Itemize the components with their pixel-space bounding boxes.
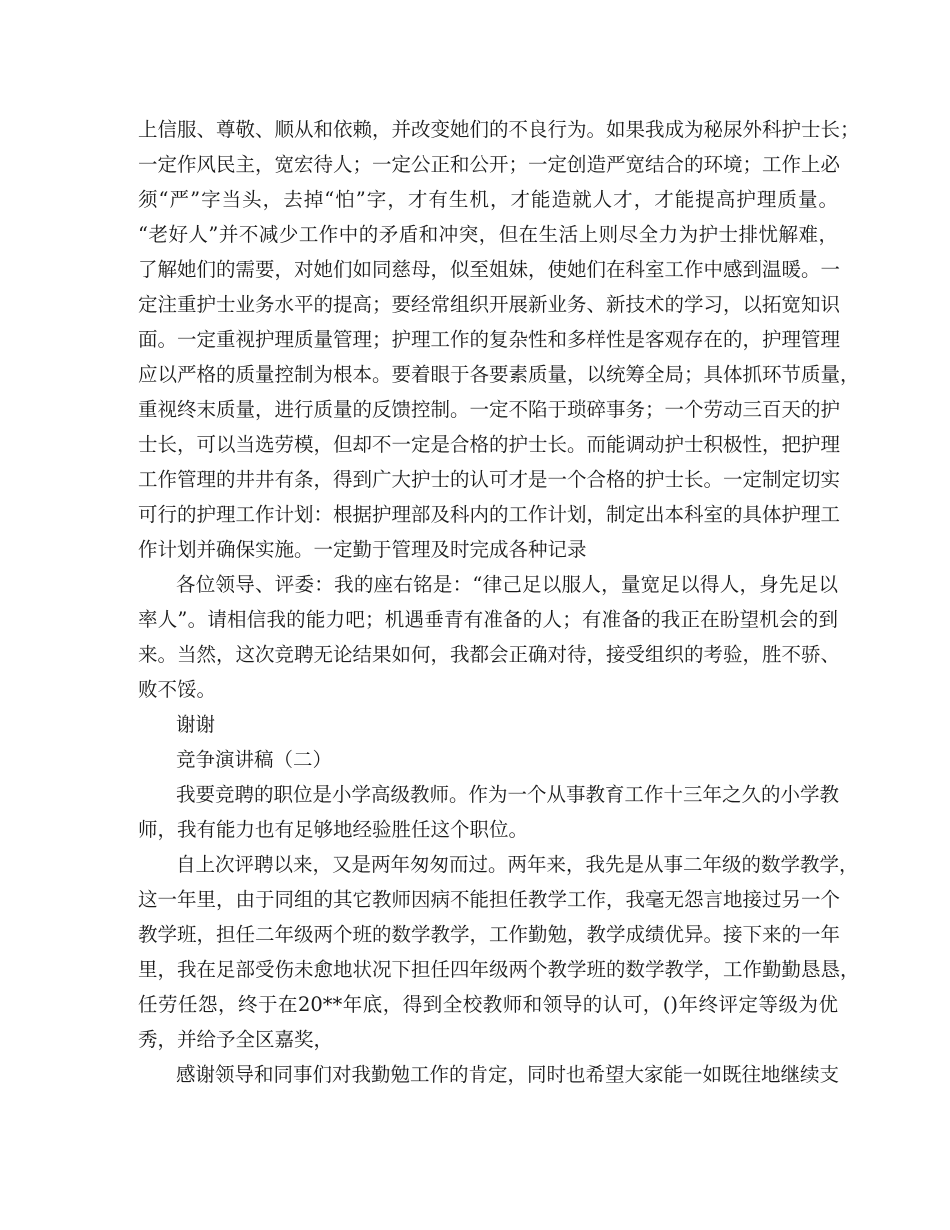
text-line: 工作管理的井井有条，得到广大护士的认可才是一个合格的护士长。一定制定切实 [138, 468, 841, 491]
text-line: 须“严”字当头，去掉“怕”字，才有生机，才能造就人才，才能提高护理质量。 [138, 188, 838, 211]
text-line: 败不馁。 [138, 678, 217, 701]
text-line: “老好人”并不减少工作中的矛盾和冲突，但在生活上则尽全力为护士排忧解难， [138, 223, 838, 246]
paragraph-start-line: 感谢领导和同事们对我勤勉工作的肯定，同时也希望大家能一如既往地继续支 [176, 1063, 840, 1086]
text-line: 这一年里，由于同组的其它教师因病不能担任教学工作，我毫无怨言地接过另一个 [138, 888, 841, 911]
text-line: 任劳任怨，终于在20**年底，得到全校教师和领导的认可，()年终评定等级为优 [138, 993, 838, 1016]
paragraph-start-line: 自上次评聘以来，又是两年匆匆而过。两年来，我先是从事二年级的数学教学， [176, 853, 859, 876]
text-line: 上信服、尊敬、顺从和依赖，并改变她们的不良行为。如果我成为秘尿外科护士长； [138, 118, 860, 141]
paragraph-start-line: 我要竞聘的职位是小学高级教师。作为一个从事教育工作十三年之久的小学教 [176, 783, 840, 806]
text-line: 了解她们的需要，对她们如同慈母，似至姐妹，使她们在科室工作中感到温暖。一 [138, 258, 841, 281]
text-line: 教学班，担任二年级两个班的数学教学，工作勤勉，教学成绩优异。接下来的一年 [138, 923, 841, 946]
text-line: 率人”。请相信我的能力吧；机遇垂青有准备的人；有准备的我正在盼望机会的到 [138, 608, 838, 631]
section-heading: 竞争演讲稿（二） [176, 748, 333, 771]
closing-thanks: 谢谢 [176, 713, 216, 736]
text-line: 作计划并确保实施。一定勤于管理及时完成各种记录 [138, 538, 587, 561]
text-line: 师，我有能力也有足够地经验胜任这个职位。 [138, 818, 529, 841]
text-line: 面。一定重视护理质量管理；护理工作的复杂性和多样性是客观存在的，护理管理 [138, 328, 841, 351]
text-line: 可行的护理工作计划：根据护理部及科内的工作计划，制定出本科室的具体护理工 [138, 503, 841, 526]
document-body [138, 112, 860, 1092]
text-line: 秀，并给予全区嘉奖， [138, 1028, 334, 1051]
paragraph-start-line: 各位领导、评委：我的座右铭是：“律己足以服人，量宽足以得人，身先足以 [176, 573, 838, 596]
text-line: 定注重护士业务水平的提高；要经常组织开展新业务、新技术的学习，以拓宽知识 [138, 293, 841, 316]
text-line: 士长，可以当选劳模，但却不一定是合格的护士长。而能调动护士积极性，把护理 [138, 433, 841, 456]
text-line: 里，我在足部受伤未愈地状况下担任四年级两个教学班的数学教学，工作勤勤恳恳， [138, 958, 860, 981]
text-line: 应以严格的质量控制为根本。要着眼于各要素质量，以统筹全局；具体抓环节质量， [138, 363, 860, 386]
text-line: 一定作风民主，宽宏待人；一定公正和公开；一定创造严宽结合的环境；工作上必 [138, 153, 841, 176]
text-line: 重视终末质量，进行质量的反馈控制。一定不陷于琐碎事务；一个劳动三百天的护 [138, 398, 841, 421]
text-line: 来。当然，这次竞聘无论结果如何，我都会正确对待，接受组织的考验，胜不骄、 [138, 643, 841, 666]
